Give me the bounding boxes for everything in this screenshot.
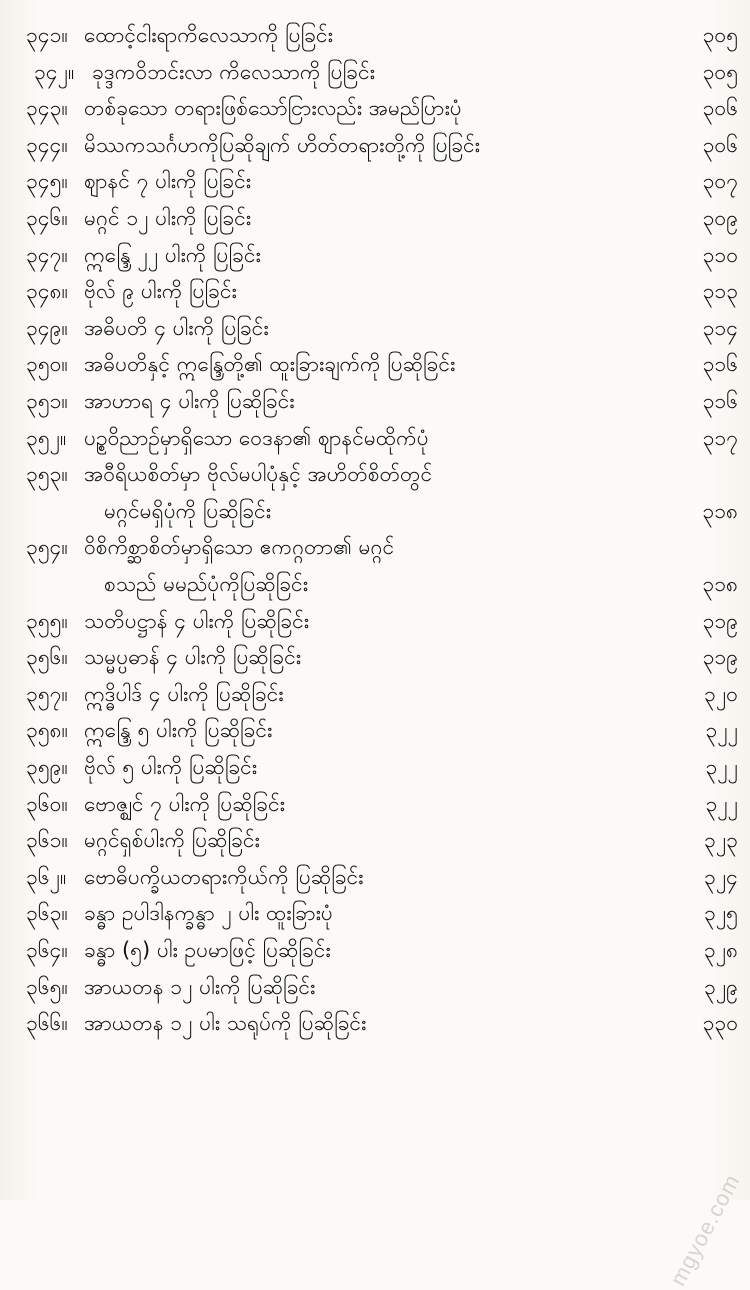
entry-page-number: ၃၀၆ [702, 96, 738, 121]
entry-number: ၃၄၇။ [26, 242, 68, 267]
entry-title: ထောင့်ငါးရာကိလေသာကို ပြခြင်း [84, 23, 333, 47]
entry-number: ၃၅၅။ [26, 608, 68, 633]
toc-entry [0, 276, 750, 306]
entry-number: ၃၄၉။ [26, 315, 68, 340]
entry-number: ၃၄၅။ [26, 169, 68, 194]
entry-number: ၃၅၆။ [26, 645, 68, 670]
toc-entry [0, 898, 750, 928]
entry-page-number: ၃၀၅ [702, 23, 738, 47]
entry-number: ၃၆၃။ [26, 901, 68, 926]
entry-number: ၃၆၄။ [26, 938, 68, 962]
toc-entry [0, 715, 750, 745]
toc-entry-continuation [0, 569, 750, 599]
entry-page-number: ၃၂၃ [704, 828, 738, 853]
toc-entry [0, 386, 750, 416]
entry-title: အာယတန ၁၂ ပါး သရုပ်ကို ပြဆိုခြင်း [84, 1011, 367, 1036]
entry-title: သတိပဋ္ဌာန် ၄ ပါးကို ပြဆိုခြင်း [84, 608, 310, 633]
entry-page-number: ၃၁၀ [702, 242, 738, 267]
toc-entry [0, 752, 750, 782]
toc-entry [0, 459, 750, 489]
toc-entry [0, 606, 750, 636]
toc-entry [0, 240, 750, 270]
toc-entry [0, 862, 750, 892]
entry-page-number: ၃၀၉ [702, 206, 738, 230]
toc-entry [0, 825, 750, 855]
entry-page-number: ၃၂၀ [704, 681, 738, 706]
entry-number: ၃၅၇။ [26, 681, 68, 706]
entry-page-number: ၃၂၂ [705, 791, 738, 816]
entry-title: အာဟာရ ၄ ပါးကို ပြဆိုခြင်း [84, 389, 295, 413]
entry-number: ၃၄၃။ [26, 96, 68, 121]
toc-entry [0, 20, 750, 50]
entry-number: ၃၅၃။ [26, 462, 68, 487]
toc-entry [0, 203, 750, 233]
entry-title: တစ်ခုသော တရားဖြစ်သော်ငြားလည်း အမည်ပြားပုံ [84, 96, 462, 121]
entry-title: ဣဒ္ဓိပါဒ် ၄ ပါးကို ပြဆိုခြင်း [84, 681, 284, 706]
entry-page-number: ၃၁၆ [702, 352, 738, 377]
entry-page-number: ၃၂၈ [703, 938, 738, 962]
entry-page-number: ၃၀၇ [702, 169, 738, 194]
entry-number: ၃၄၄။ [26, 132, 68, 157]
toc-entry [0, 1008, 750, 1038]
entry-page-number: ၃၁၈ [702, 498, 738, 523]
toc-entry [0, 166, 750, 196]
entry-number: ၃၅၉။ [26, 755, 68, 779]
entry-page-number: ၃၁၉ [702, 645, 738, 670]
entry-title: အဝီရိယစိတ်မှာ ဗိုလ်မပါပုံနှင့် အဟိတ်စိတ်တွင် [84, 462, 433, 487]
entry-number: ၃၅၂။ [26, 425, 67, 450]
entry-page-number: ၃၁၈ [702, 572, 738, 596]
toc-entry [0, 532, 750, 562]
entry-title-line2: မဂ္ဂင်မရှိပုံကို ပြဆိုခြင်း [104, 498, 272, 523]
entry-title: ဈာနင် ၇ ပါးကို ပြခြင်း [84, 169, 252, 194]
entry-title: အာယတန ၁၂ ပါးကို ပြဆိုခြင်း [84, 974, 316, 999]
entry-number: ၃၆၂။ [26, 864, 67, 889]
entry-title: ဗောဇ္ဈင် ၇ ပါးကို ပြဆိုခြင်း [84, 791, 285, 816]
entry-title: သမ္မပ္ပဓာန် ၄ ပါးကို ပြဆိုခြင်း [84, 645, 302, 670]
entry-page-number: ၃၁၇ [702, 425, 738, 450]
entry-number: ၃၄၁။ [26, 23, 68, 47]
toc-entry [0, 57, 750, 87]
entry-title: အဓိပတိနှင့် ဣန္ဒြေတို့၏ ထူးခြားချက်ကို ပြဆိုခြင်း [84, 352, 456, 377]
entry-number: ၃၆၆။ [26, 1011, 68, 1036]
entry-page-number: ၃၁၆ [702, 389, 738, 413]
entry-number: ၃၅၄။ [26, 535, 68, 560]
entry-page-number: ၃၂၉ [704, 974, 738, 999]
entry-page-number: ၃၃၀ [702, 1011, 738, 1036]
entry-number: ၃၅၈။ [26, 718, 68, 743]
toc-entry [0, 935, 750, 965]
entry-page-number: ၃၀၅ [702, 59, 738, 84]
toc-entry-continuation [0, 496, 750, 526]
entry-number: ၃၄၂။ [34, 59, 75, 84]
toc-entry [0, 313, 750, 343]
entry-title: ဗိုလ် ၅ ပါးကို ပြဆိုခြင်း [84, 755, 258, 779]
entry-title: မဂ္ဂင် ၁၂ ပါးကို ပြခြင်း [84, 206, 252, 230]
entry-title: ဣန္ဒြေ ၂၂ ပါးကို ပြခြင်း [84, 242, 261, 267]
entry-number: ၃၄၈။ [26, 279, 68, 304]
toc-entry [0, 789, 750, 819]
entry-page-number: ၃၂၄ [704, 864, 738, 889]
entry-page-number: ၃၁၉ [702, 608, 738, 633]
entry-number: ၃၄၆။ [26, 206, 68, 230]
entry-title: ပဥ္စဝိညာဉ်မှာရှိသော ဝေဒနာ၏ ဈာနင်မထိုက်ပုံ [84, 425, 429, 450]
entry-title: ဣန္ဒြေ ၅ ပါးကို ပြဆိုခြင်း [84, 718, 273, 743]
toc-entry [0, 679, 750, 709]
entry-page-number: ၃၂၂ [705, 718, 738, 743]
watermark: mgyoe.com [665, 1169, 746, 1290]
entry-title: ဗိုလ် ၉ ပါးကို ပြခြင်း [84, 279, 237, 304]
entry-page-number: ၃၀၆ [702, 132, 738, 157]
toc-entry [0, 423, 750, 453]
entry-number: ၃၆၁။ [26, 828, 68, 853]
entry-title: ခန္ဓာ ဥပါဒါနက္ခန္ဓာ ၂ ပါး ထူးခြားပုံ [84, 901, 333, 926]
entry-title-line2: စသည် မမည်ပုံကိုပြဆိုခြင်း [104, 572, 309, 596]
entry-number: ၃၅၀။ [26, 352, 68, 377]
toc-entry [0, 130, 750, 160]
entry-number: ၃၅၁။ [26, 389, 68, 413]
entry-page-number: ၃၁၃ [702, 279, 738, 304]
entry-title: မဂ္ဂင်ရှစ်ပါးကို ပြဆိုခြင်း [84, 828, 260, 853]
entry-title: ခန္ဓာ (၅) ပါး ဥပမာဖြင့် ပြဆိုခြင်း [84, 938, 331, 962]
entry-title: ဝိစိကိစ္ဆာစိတ်မှာရှိသော ဧကဂ္ဂတာ၏ မဂ္ဂင် [84, 535, 395, 560]
entry-title: မိဿကသင်္ဂဟကိုပြဆိုချက် ဟိတ်တရားတို့ကို ပြခြင်း [84, 132, 481, 157]
entry-number: ၃၆၅။ [26, 974, 68, 999]
entry-number: ၃၆၀။ [26, 791, 68, 816]
entry-page-number: ၃၂၅ [704, 901, 738, 926]
entry-title: အဓိပတိ ၄ ပါးကို ပြခြင်း [84, 315, 269, 340]
entry-title: ဗောဓိပက္ခိယတရားကိုယ်ကို ပြဆိုခြင်း [84, 864, 364, 889]
toc-entry [0, 972, 750, 1002]
toc-entry [0, 349, 750, 379]
entry-title: ခုဒ္ဒကဝိဘင်းလာ ကိလေသာကို ပြခြင်း [92, 59, 375, 84]
toc-entry [0, 642, 750, 672]
toc-entry [0, 93, 750, 123]
entry-page-number: ၃၂၂ [705, 755, 738, 779]
entry-page-number: ၃၁၄ [702, 315, 738, 340]
